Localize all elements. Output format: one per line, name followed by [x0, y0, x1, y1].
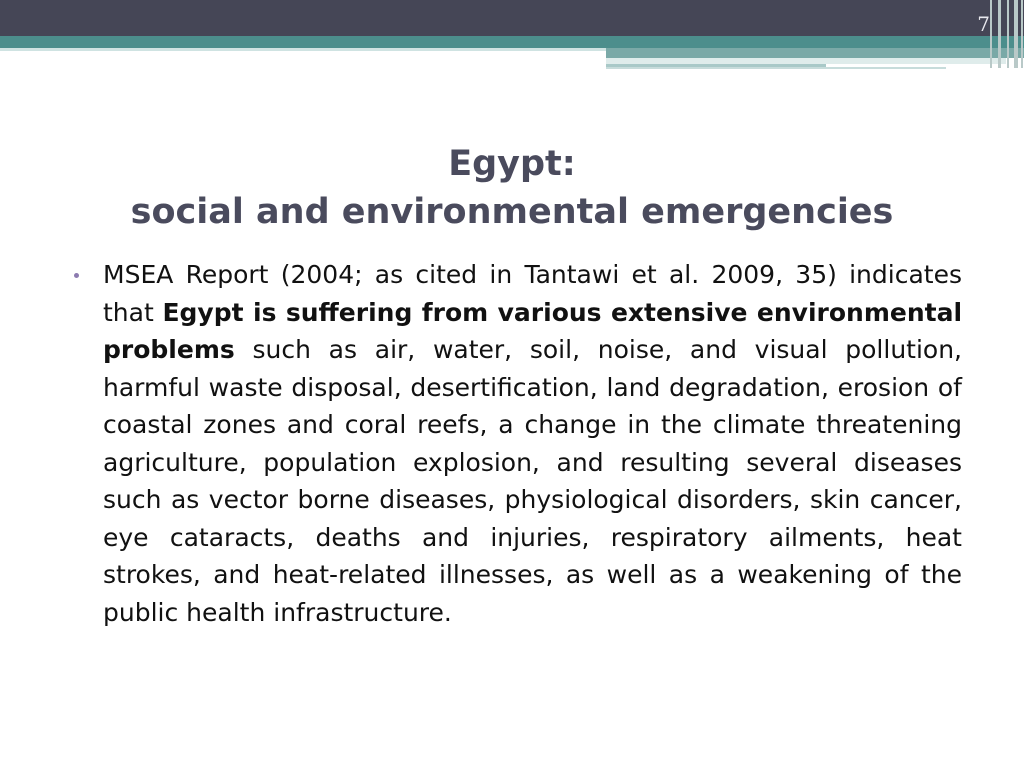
- bullet-text-intro: MSEA Report (2004; as cited in Tantawi et al. 2009, 35) indicates that: [103, 260, 962, 327]
- header-band: [0, 0, 1024, 36]
- bullet-text-rest: such as air, water, soil, noise, and visual pollution, harmful waste disposal, desertification, land degradation, erosion of coastal zones and coral reefs, a change in the climate threatening agriculture, population explosion, and resulting several diseases such as vector borne diseases, physiological disorders, skin cancer, eye cataracts, deaths and injuries, respiratory ailments, heat strokes, and heat-related illnesses, as well as a weakening of the public health infrastructure.: [103, 335, 962, 627]
- bullet-dot-icon: [74, 273, 79, 278]
- slide-title-line-2: social and environmental emergencies: [130, 192, 894, 232]
- header-teal-stripe: [0, 36, 1024, 48]
- header-vertical-lines: [984, 0, 1024, 68]
- slide-number: 7: [977, 12, 990, 36]
- bullet-text-emphasis: Egypt is suffering from various extensive environmental problems: [103, 297, 963, 364]
- slide-body: [72, 256, 962, 631]
- bullet-item: [72, 256, 962, 631]
- slide-title: [80, 140, 944, 236]
- slide-title-line-1: Egypt:: [448, 144, 576, 184]
- header-ribbon-thin: [606, 67, 946, 69]
- header-ribbon-upper: [606, 48, 1024, 58]
- header-light-stripe: [0, 48, 606, 51]
- bullet-text: [103, 256, 962, 631]
